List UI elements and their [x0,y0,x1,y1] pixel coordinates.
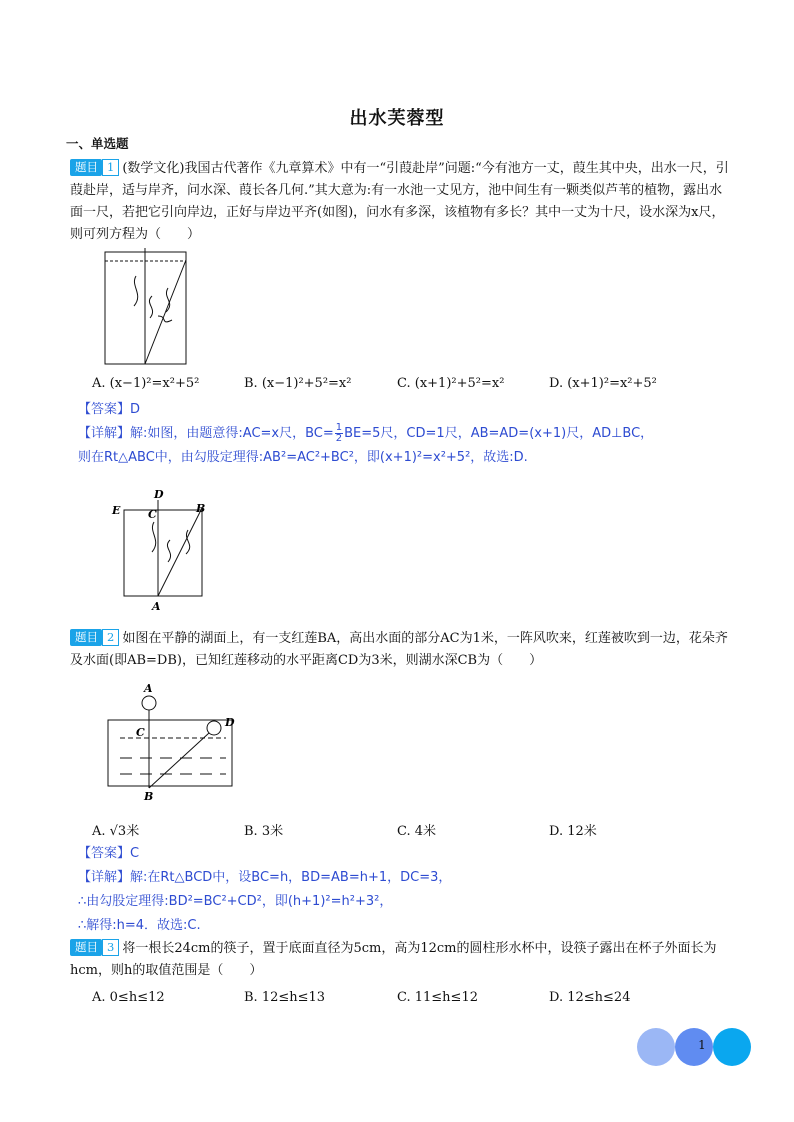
question-tag: 题目 [70,939,102,956]
question-tag: 题目 [70,159,102,176]
reed-pond-figure-2 [108,486,218,616]
question-2 [70,628,734,672]
label-c: C [136,726,145,739]
question-3 [70,938,734,982]
page-title: 出水芙蓉型 [349,108,445,129]
option-c[interactable]: C. 11≤h≤12 [397,990,478,1005]
label-e: E [112,504,121,517]
option-a[interactable]: A. 0≤h≤12 [92,990,165,1005]
answer-text: 【答案】C [78,846,140,861]
label-c: C [148,508,157,521]
label-a: A [152,600,161,613]
detail-line-3: ∴解得:h=4．故选:C. [78,918,201,933]
page-number: 1 [698,1038,706,1052]
detail-line-1: 【详解】解:在Rt△BCD中，设BC=h，BD=AB=h+1，DC=3， [78,870,452,885]
question-tag: 题目 [70,629,102,646]
q1-answer-block [78,398,738,470]
lotus-lake-figure [100,678,250,802]
question-number: 1 [102,159,119,176]
question-text: (数学文化)我国古代著作《九章算术》中有一“引葭赴岸”问题:“今有池方一丈，葭生其中央，出水一尺，引葭赴岸，适与岸齐，问水深、葭长各几何.”其大意为:有一水池一丈见方，池中间生有一颗类似芦苇的植物，露出水面一尺，若把它引向岸边，正好与岸边平齐(如图)，问水有多深，该植物有多长？其中一丈为十尺，设水深为x尺，则可列方程为（ ） [70,161,729,242]
detail-line-2: ∴由勾股定理得:BD²=BC²+CD²，即(h+1)²=h²+3²， [78,894,393,909]
answer-text: 【答案】D [78,402,141,417]
option-d[interactable]: D. (x+1)²=x²+5² [549,376,657,391]
fraction-numerator: 1 [335,422,343,433]
detail-line-2: 则在Rt△ABC中，由勾股定理得:AB²=AC²+BC²，即(x+1)²=x²+5²，故选:D. [78,450,528,465]
option-a[interactable]: A. (x−1)²=x²+5² [92,376,200,391]
question-1 [70,158,734,246]
fraction-denominator: 2 [335,433,343,444]
label-b: B [196,502,206,515]
label-a: A [144,682,153,695]
question-text: 将一根长24cm的筷子，置于底面直径为5cm，高为12cm的圆柱形水杯中，设筷子露出在杯子外面长为hcm，则h的取值范围是（ ） [70,941,717,978]
option-b[interactable]: B. 3米 [244,824,284,839]
detail-text-a: 解:如图，由题意得:AC=x尺，BC= [130,426,334,441]
option-c[interactable]: C. 4米 [397,824,437,839]
detail-line-1 [78,422,738,446]
option-c[interactable]: C. (x+1)²+5²=x² [397,376,505,391]
option-d[interactable]: D. 12米 [549,824,597,839]
question-text: 如图在平静的湖面上，有一支红莲BA，高出水面的部分AC为1米，一阵风吹来，红莲被吹到一边，花朵齐及水面(即AB=DB)，已知红莲移动的水平距离CD为3米，则湖水深CB为（ ） [70,631,728,668]
label-b: B [144,790,154,802]
detail-label: 【详解】 [78,426,131,441]
pager-dot-right [713,1028,751,1066]
option-d[interactable]: D. 12≤h≤24 [549,990,631,1005]
question-number: 3 [102,939,119,956]
section-heading: 一、单选题 [66,136,129,151]
fraction [335,423,343,444]
label-d: D [225,716,235,729]
question-number: 2 [102,629,119,646]
pager-dot-left [637,1028,675,1066]
label-d: D [154,488,164,501]
option-b[interactable]: B. 12≤h≤13 [244,990,326,1005]
detail-text-b: BE=5尺，CD=1尺，AB=AD=(x+1)尺，AD⊥BC， [344,426,654,441]
reed-pond-figure-1 [96,246,196,368]
q2-answer-block [78,842,738,938]
option-b[interactable]: B. (x−1)²+5²=x² [244,376,352,391]
option-a[interactable]: A. √3米 [92,824,140,839]
